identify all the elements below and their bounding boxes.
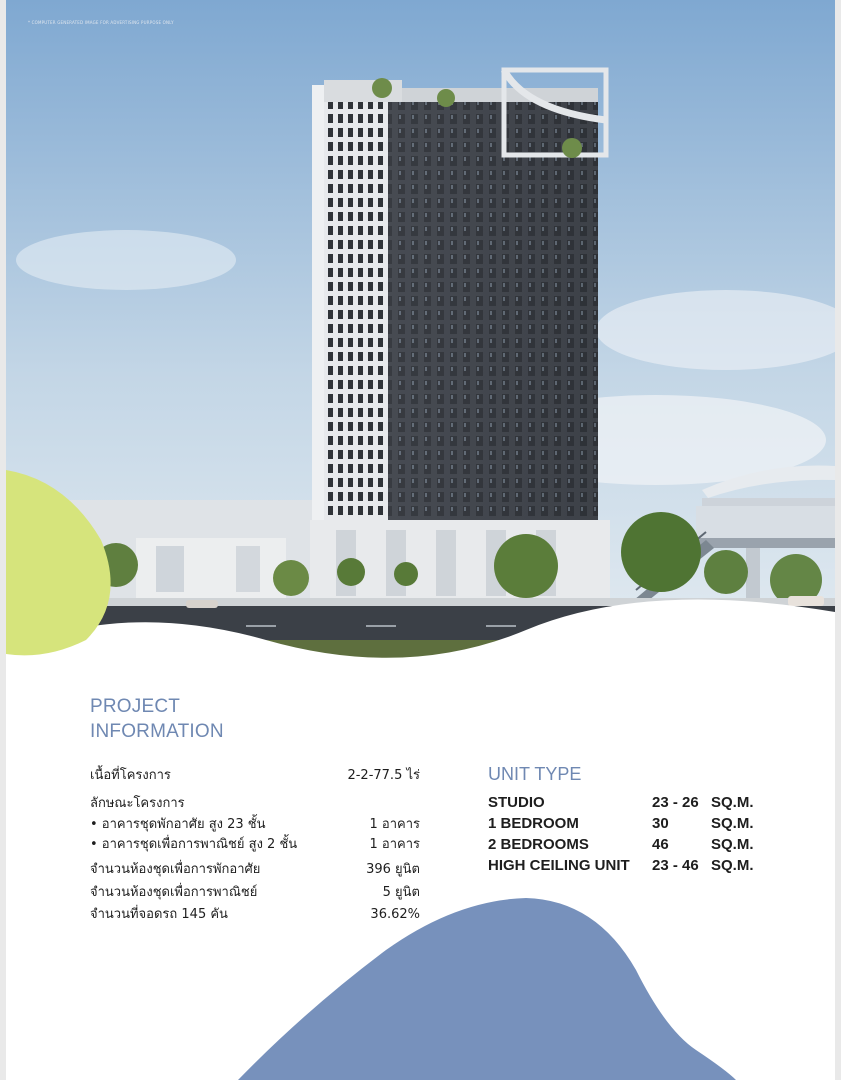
unit-row-studio — [488, 794, 788, 814]
residential-label: • อาคารชุดพักอาศัย สูง 23 ชั้น — [90, 817, 266, 832]
area-value: 2-2-77.5 ไร่ — [347, 768, 420, 783]
parking-value: 36.62% — [370, 907, 420, 922]
decorative-blob — [6, 860, 835, 1080]
commercial-label: • อาคารชุดเพื่อการพาณิชย์ สูง 2 ชั้น — [90, 837, 298, 852]
com-units-value: 5 ยูนิต — [382, 885, 420, 900]
unit-row-2-bedrooms — [488, 836, 788, 856]
unit-name: STUDIO — [488, 794, 545, 811]
character-label: ลักษณะโครงการ — [90, 796, 185, 811]
unit-measure: SQ.M. — [711, 857, 754, 874]
unit-size: 23 - 46 — [652, 857, 699, 874]
title-line-2: INFORMATION — [90, 721, 224, 742]
disclaimer-text: * COMPUTER GENERATED IMAGE FOR ADVERTISING PURPOSE ONLY — [28, 20, 174, 25]
building-rendering — [6, 0, 835, 680]
brochure-page — [6, 0, 835, 1080]
unit-size: 23 - 26 — [652, 794, 699, 811]
parking-label: จำนวนที่จอดรถ 145 คัน — [90, 907, 228, 922]
unit-size: 30 — [652, 815, 669, 832]
unit-row-1-bedroom — [488, 815, 788, 835]
project-information-title — [90, 694, 224, 744]
unit-size: 46 — [652, 836, 669, 853]
com-units-label: จำนวนห้องชุดเพื่อการพาณิชย์ — [90, 885, 258, 900]
unit-measure: SQ.M. — [711, 794, 754, 811]
res-units-value: 396 ยูนิต — [366, 862, 420, 877]
area-label: เนื้อที่โครงการ — [90, 768, 171, 783]
unit-measure: SQ.M. — [711, 836, 754, 853]
unit-type-title: UNIT TYPE — [488, 764, 582, 784]
unit-name: HIGH CEILING UNIT — [488, 857, 630, 874]
unit-measure: SQ.M. — [711, 815, 754, 832]
unit-name: 2 BEDROOMS — [488, 836, 589, 853]
res-units-label: จำนวนห้องชุดเพื่อการพักอาศัย — [90, 862, 261, 877]
title-line-1: PROJECT — [90, 696, 181, 717]
residential-value: 1 อาคาร — [369, 817, 420, 832]
commercial-value: 1 อาคาร — [369, 837, 420, 852]
hero-image — [6, 0, 835, 680]
unit-name: 1 BEDROOM — [488, 815, 579, 832]
